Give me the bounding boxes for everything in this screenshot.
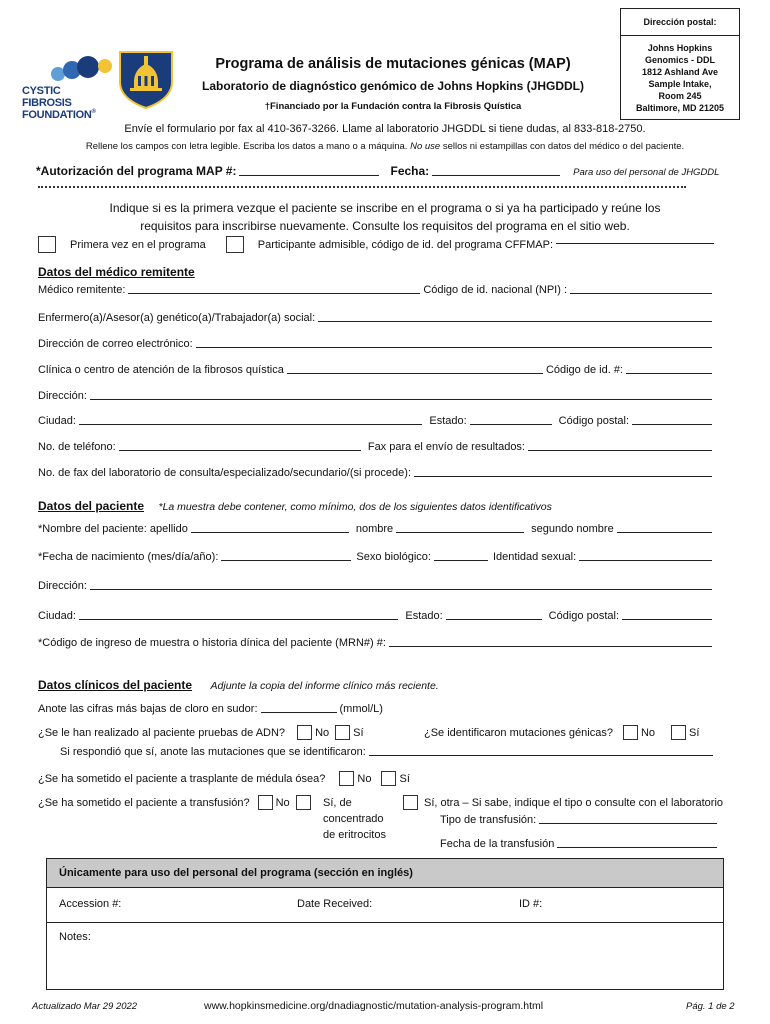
patient-middle-name-label: segundo nombre [531, 523, 614, 535]
patient-first-name-field[interactable] [396, 532, 524, 533]
eligible-label: Participante admisible, código de id. del programa CFFMAP: [257, 238, 554, 251]
mailing-address-box [620, 8, 740, 120]
patient-last-name-field[interactable] [191, 532, 349, 533]
first-time-label: Primera vez en el programa [70, 238, 206, 251]
transfusion-other-label: Sí, otra – Si sabe, indique el tipo o consulte con el laboratorio [424, 796, 724, 809]
funding-note: †Financiado por la Fundación contra la Fibrosis Quística [264, 101, 522, 112]
sweat-chloride-field[interactable] [261, 712, 337, 713]
transfusion-date-field[interactable] [557, 847, 717, 848]
patient-middle-name-field[interactable] [617, 532, 712, 533]
physician-zip-field[interactable] [632, 424, 712, 425]
transfusion-rbc-checkbox[interactable] [296, 795, 311, 810]
mailing-address-line: Baltimore, MD 21205 [635, 103, 725, 113]
npi-field[interactable] [570, 293, 712, 294]
dotted-divider [38, 186, 686, 188]
physician-city-field[interactable] [79, 424, 422, 425]
date-received-label: Date Received: [297, 898, 373, 910]
mailing-address-body [621, 36, 739, 114]
cff-logo [22, 52, 112, 121]
phone-field[interactable] [119, 450, 361, 451]
transfusion-date-label: Fecha de la transfusión [440, 838, 555, 850]
eligible-checkbox[interactable] [226, 236, 244, 253]
cff-logo-text-1: CYSTIC FIBROSIS [22, 85, 72, 109]
email-label: Dirección de correo electrónico: [38, 338, 193, 350]
first-time-checkbox[interactable] [38, 236, 56, 253]
dna-test-no-label: No [315, 726, 330, 739]
physician-section-heading: Datos del médico remitente [38, 265, 195, 279]
footer-url[interactable]: www.hopkinsmedicine.org/dnadiagnostic/mutation-analysis-program.html [204, 1000, 544, 1012]
dna-test-no-checkbox[interactable] [297, 725, 312, 740]
page-subtitle: Laboratorio de diagnóstico genómico de Johns Hopkins (JHGDDL) [201, 79, 585, 93]
transfusion-no-checkbox[interactable] [258, 795, 273, 810]
mutations-list-label: Si respondió que sí, anote las mutaciones que se identificaron: [60, 746, 366, 758]
mailing-address-line: Genomics - DDL [644, 55, 715, 65]
clinical-section-note: Adjunte la copia del informe clínico más reciente. [210, 680, 439, 692]
lab-fax-field[interactable] [414, 476, 712, 477]
staff-use-box [46, 858, 724, 990]
dna-test-yes-label: Sí [353, 726, 364, 739]
biological-sex-field[interactable] [434, 560, 488, 561]
footer-page: Pág. 1 de 2 [686, 1001, 735, 1012]
accession-label: Accession #: [59, 898, 122, 910]
marrow-yes-label: Sí [399, 772, 410, 785]
email-field[interactable] [196, 347, 712, 348]
patient-state-label: Estado: [405, 610, 443, 622]
gender-identity-field[interactable] [579, 560, 712, 561]
clinic-id-label: Código de id. #: [545, 364, 623, 376]
clinic-label: Clínica o centro de atención de la fibrosos quística [38, 364, 284, 376]
mutations-list-field[interactable] [369, 755, 713, 756]
results-fax-label: Fax para el envío de resultados: [367, 441, 525, 453]
enrollment-instructions: Indique si es la primera vezque el paciente se inscribe en el programa o si ya ha participado y reúne los requisitos para inscribirse nuevamente. Consulte los requisitos del programa en el sitio web. [109, 201, 661, 233]
patient-address-label: Dirección: [38, 580, 87, 592]
dna-test-question: ¿Se le han realizado al paciente pruebas de ADN? [38, 726, 286, 739]
authorization-label: *Autorización del programa MAP #: [36, 164, 237, 178]
id-label: ID #: [519, 898, 543, 910]
physician-zip-label: Código postal: [558, 415, 629, 427]
cff-logo-text-2: FOUNDATION® [22, 109, 96, 121]
lab-fax-label: No. de fax del laboratorio de consulta/especializado/secundario/(si procede): [38, 467, 411, 479]
mutations-yes-checkbox[interactable] [671, 725, 686, 740]
notes-label: Notes: [59, 931, 91, 943]
clinic-field[interactable] [287, 373, 543, 374]
patient-first-name-label: nombre [355, 523, 394, 535]
mrn-field[interactable] [389, 646, 712, 647]
transfusion-no-label: No [275, 796, 290, 809]
patient-section-note: *La muestra debe contener, como mínimo, dos de los siguientes datos identificativos [158, 501, 552, 513]
patient-city-field[interactable] [79, 619, 398, 620]
phone-label: No. de teléfono: [38, 441, 116, 453]
authorization-date-field[interactable] [432, 175, 560, 176]
physician-state-label: Estado: [429, 415, 467, 427]
cff-logo-mark [22, 52, 112, 82]
footer-updated: Actualizado Mar 29 2022 [32, 1001, 138, 1012]
fill-instructions: Rellene los campos con letra legible. Escriba los datos a mano o a máquina. No use sellos ni estampillas con datos del médico o del paciente. [85, 141, 685, 152]
sweat-chloride-label: Anote las cifras más bajas de cloro en sudor: [38, 703, 258, 715]
clinical-section-heading: Datos clínicos del paciente [38, 678, 193, 692]
mutations-yes-label: Sí [689, 726, 700, 739]
physician-address-label: Dirección: [38, 390, 87, 402]
referring-physician-label: Médico remitente: [38, 284, 126, 296]
physician-address-field[interactable] [90, 399, 712, 400]
fax-instructions: Envíe el formulario por fax al 410-367-3266. Llame al laboratorio JHGDDL si tiene dudas, al 833-818-2750. [124, 123, 646, 135]
staff-use-row [47, 888, 723, 923]
mutations-question: ¿Se identificaron mutaciones génicas? [424, 726, 613, 739]
results-fax-field[interactable] [528, 450, 712, 451]
patient-address-field[interactable] [90, 589, 712, 590]
mutations-no-label: No [640, 726, 656, 739]
patient-state-field[interactable] [446, 619, 542, 620]
staff-use-note: Para uso del personal de JHGDDL [573, 167, 720, 178]
patient-zip-field[interactable] [622, 619, 712, 620]
transfusion-type-label: Tipo de transfusión: [440, 814, 537, 826]
cffmap-id-field[interactable] [556, 243, 714, 244]
transfusion-question: ¿Se ha sometido el paciente a transfusión? [38, 796, 250, 809]
mailing-address-line: 1812 Ashland Ave [641, 67, 719, 77]
staff-use-heading: Únicamente para uso del personal del programa (sección en inglés) [47, 859, 723, 888]
mutations-no-checkbox[interactable] [623, 725, 638, 740]
mailing-address-line: Sample Intake, [648, 79, 712, 89]
transfusion-other-checkbox[interactable] [403, 795, 418, 810]
mailing-address-label: Dirección postal: [621, 9, 739, 36]
transfusion-rbc-label: Sí, de concentrado de eritrocitos [323, 797, 386, 841]
clinic-id-field[interactable] [626, 373, 712, 374]
sweat-chloride-unit: (mmol/L) [339, 703, 383, 715]
physician-city-label: Ciudad: [38, 415, 76, 427]
patient-section-heading: Datos del paciente [38, 499, 145, 513]
authorization-number-field[interactable] [239, 175, 379, 176]
dob-label: *Fecha de nacimiento (mes/día/año): [38, 551, 219, 563]
nurse-label: Enfermero(a)/Asesor(a) genético(a)/Trabajador(a) social: [38, 312, 316, 324]
gender-identity-label: Identidad sexual: [492, 551, 577, 563]
page-title: Programa de análisis de mutaciones génicas (MAP) [215, 56, 571, 72]
dna-test-yes-checkbox[interactable] [335, 725, 350, 740]
marrow-no-label: No [357, 772, 372, 785]
johns-hopkins-shield-icon [116, 48, 176, 115]
marrow-question: ¿Se ha sometido el paciente a trasplante de médula ósea? [38, 772, 326, 785]
npi-label: Código de id. nacional (NPI) : [423, 284, 567, 296]
marrow-no-checkbox[interactable] [339, 771, 354, 786]
physician-state-field[interactable] [470, 424, 552, 425]
patient-last-name-label: *Nombre del paciente: apellido [38, 523, 188, 535]
mailing-address-line: Johns Hopkins [647, 43, 713, 53]
patient-zip-label: Código postal: [548, 610, 619, 622]
mailing-address-line: Room 245 [658, 91, 702, 101]
nurse-field[interactable] [318, 321, 712, 322]
authorization-date-label: Fecha: [390, 164, 430, 178]
marrow-yes-checkbox[interactable] [381, 771, 396, 786]
mrn-label: *Código de ingreso de muestra o historia dínica del paciente (MRN#) #: [38, 637, 386, 649]
dob-field[interactable] [221, 560, 351, 561]
patient-city-label: Ciudad: [38, 610, 76, 622]
transfusion-type-field[interactable] [539, 823, 717, 824]
referring-physician-field[interactable] [128, 293, 420, 294]
biological-sex-label: Sexo biológico: [356, 551, 431, 563]
